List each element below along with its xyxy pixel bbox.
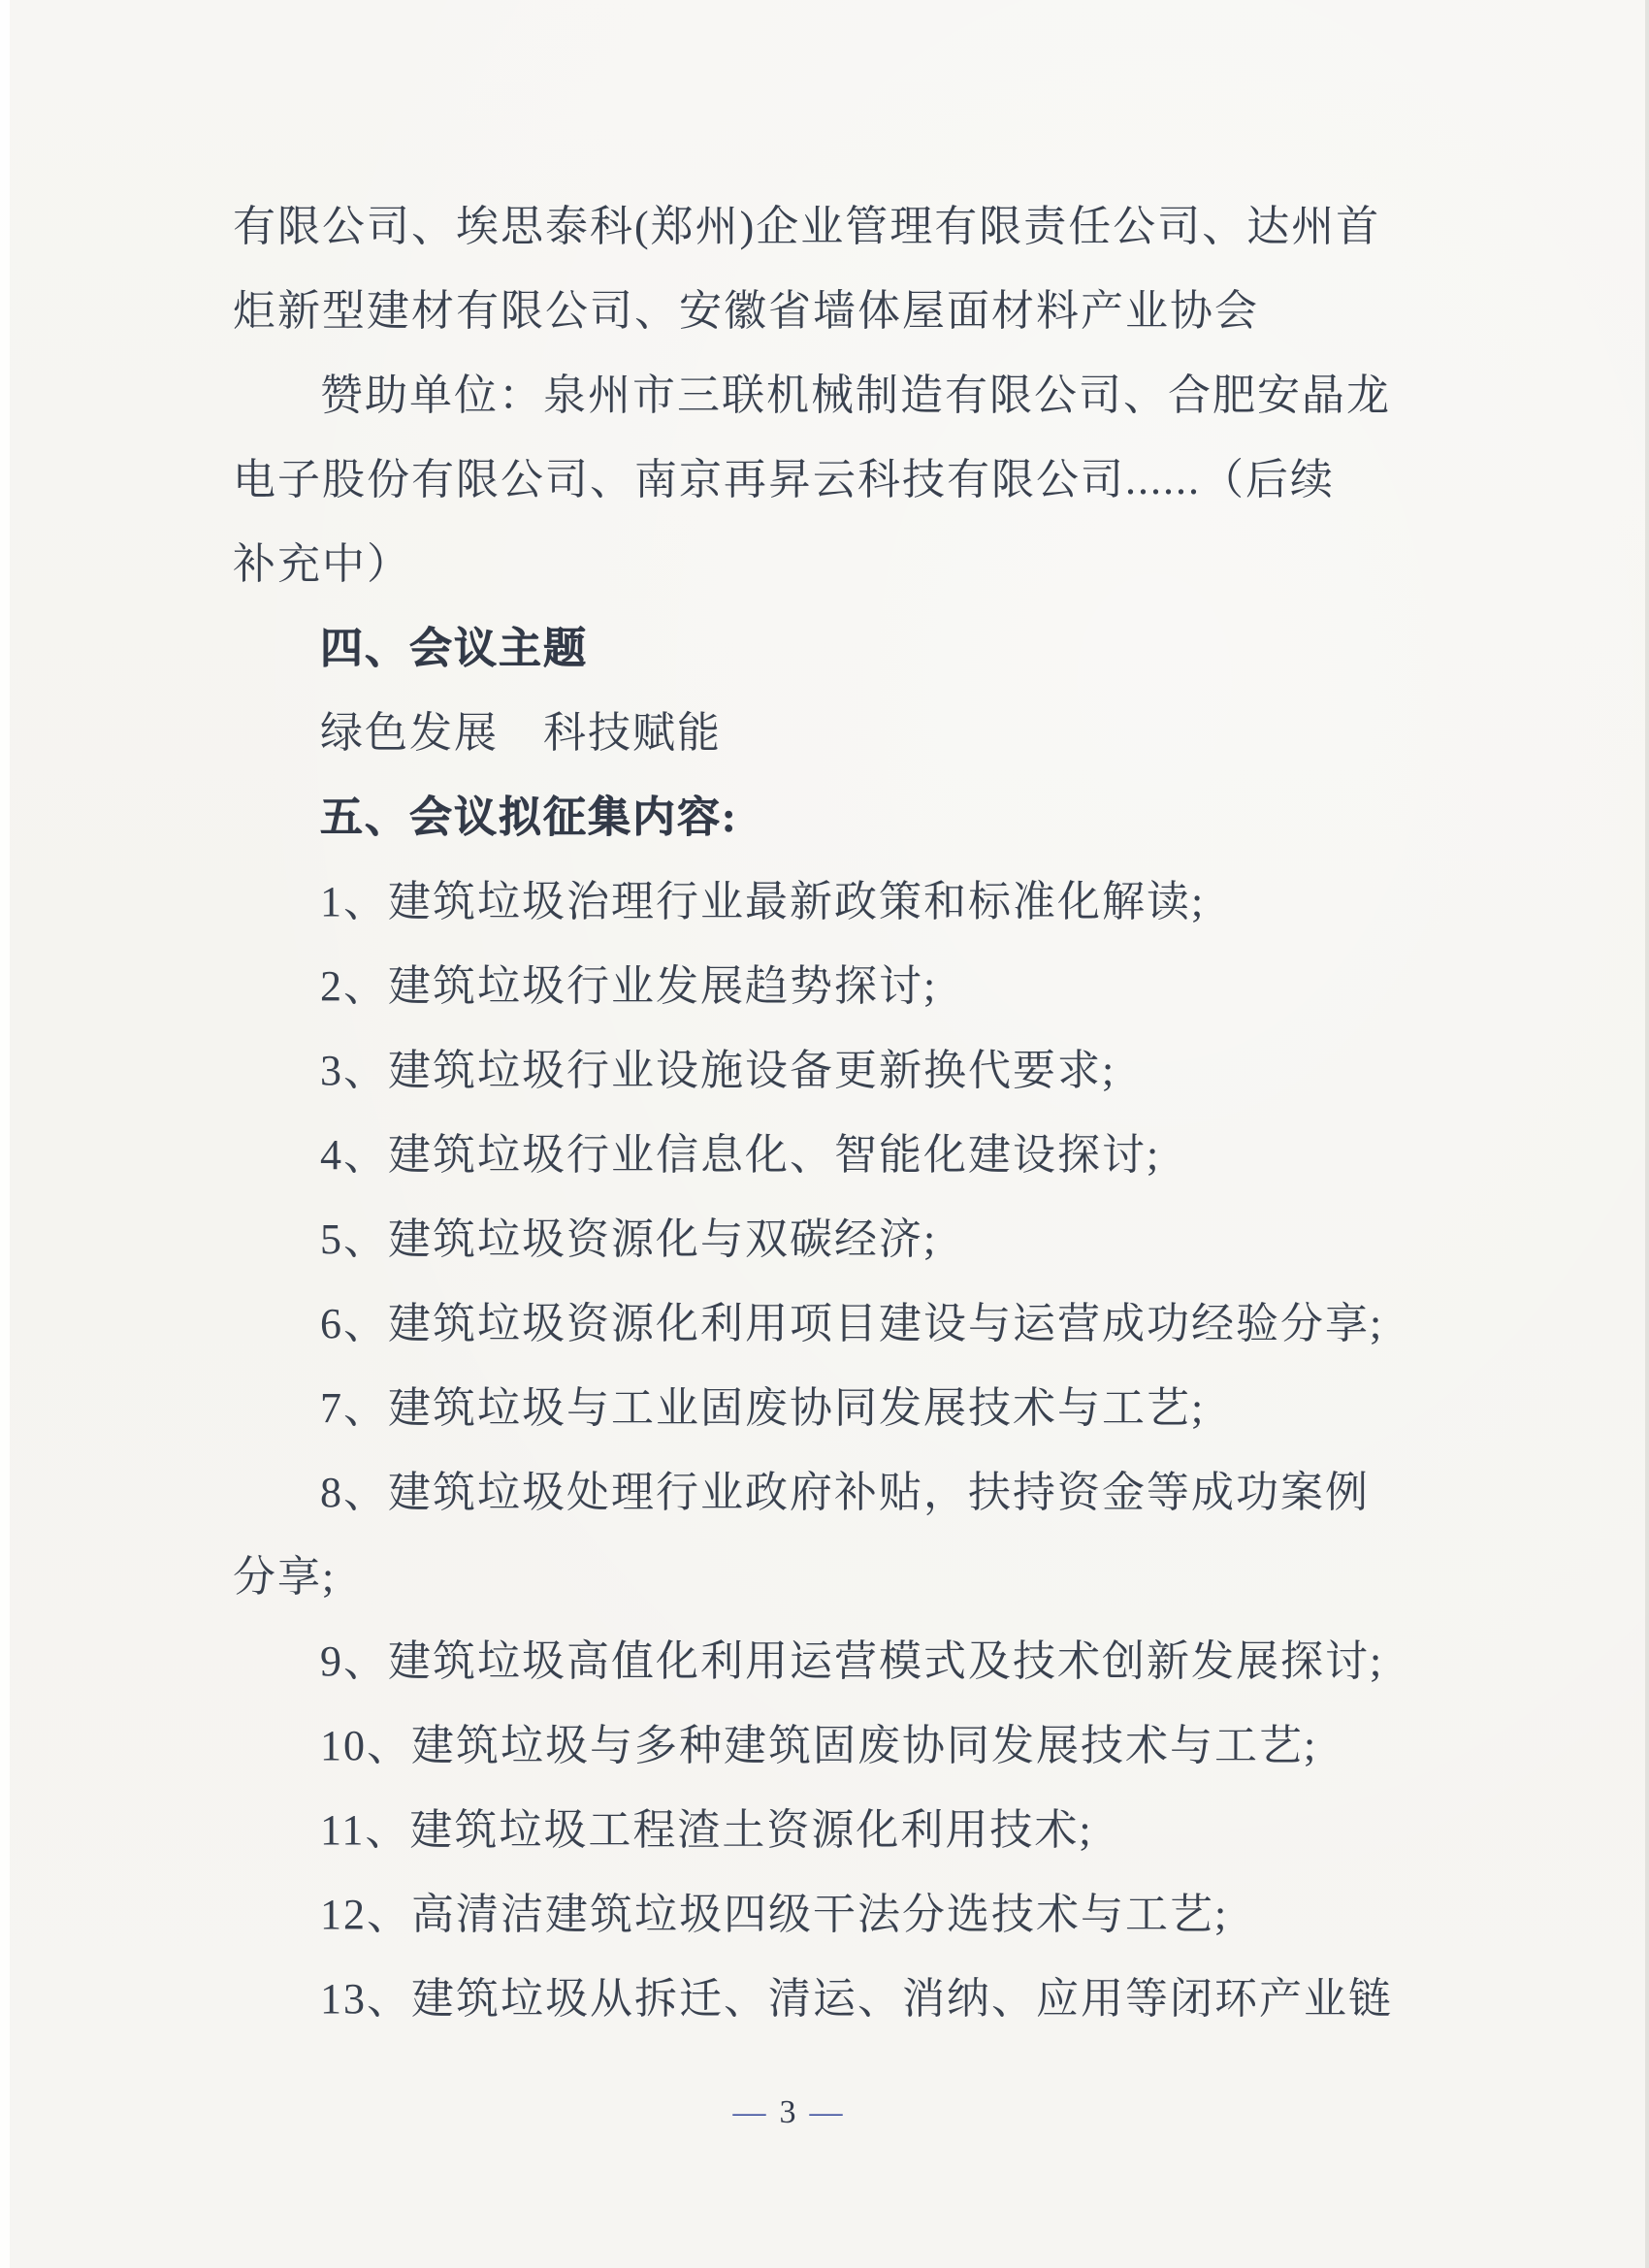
text-line: 9、建筑垃圾高值化利用运营模式及技术创新发展探讨;: [320, 1637, 1384, 1685]
section-heading: 四、会议主题: [320, 625, 588, 672]
text-line: 电子股份有限公司、南京再昇云科技有限公司......（后续: [233, 456, 1335, 503]
text-line: 绿色发展 科技赋能: [320, 709, 722, 757]
text-line: 5、建筑垃圾资源化与双碳经济;: [320, 1215, 938, 1263]
text-line: 赞助单位：泉州市三联机械制造有限公司、合肥安晶龙: [320, 372, 1391, 419]
text-line: 7、建筑垃圾与工业固废协同发展技术与工艺;: [320, 1384, 1206, 1432]
text-line: 3、建筑垃圾行业设施设备更新换代要求;: [320, 1047, 1116, 1094]
text-line: 2、建筑垃圾行业发展趋势探讨;: [320, 962, 938, 1010]
footer-dash-left: —: [732, 2094, 766, 2130]
text-line: 炬新型建材有限公司、安徽省墙体屋面材料产业协会: [233, 287, 1259, 335]
document-body: [233, 184, 1436, 2041]
footer-dash-right: —: [809, 2094, 843, 2130]
text-line: 10、建筑垃圾与多种建筑固废协同发展技术与工艺;: [320, 1722, 1318, 1769]
text-line: 分享;: [233, 1553, 337, 1601]
text-line: 1、建筑垃圾治理行业最新政策和标准化解读;: [320, 878, 1206, 925]
text-line: 12、高清洁建筑垃圾四级干法分选技术与工艺;: [320, 1891, 1229, 1938]
section-heading: 五、会议拟征集内容:: [320, 794, 738, 841]
page-number: [733, 2094, 843, 2131]
text-line: 11、建筑垃圾工程渣土资源化利用技术;: [320, 1806, 1093, 1854]
text-line: 6、建筑垃圾资源化利用项目建设与运营成功经验分享;: [320, 1300, 1384, 1347]
footer-number: 3: [779, 2094, 796, 2130]
text-line: 13、建筑垃圾从拆迁、清运、消纳、应用等闭环产业链: [320, 1975, 1393, 2023]
text-line: 4、建筑垃圾行业信息化、智能化建设探讨;: [320, 1131, 1161, 1179]
text-line: 有限公司、埃思泰科(郑州)企业管理有限责任公司、达州首: [233, 203, 1381, 250]
text-line: 8、建筑垃圾处理行业政府补贴，扶持资金等成功案例: [320, 1469, 1370, 1516]
text-line: 补充中）: [233, 540, 411, 588]
